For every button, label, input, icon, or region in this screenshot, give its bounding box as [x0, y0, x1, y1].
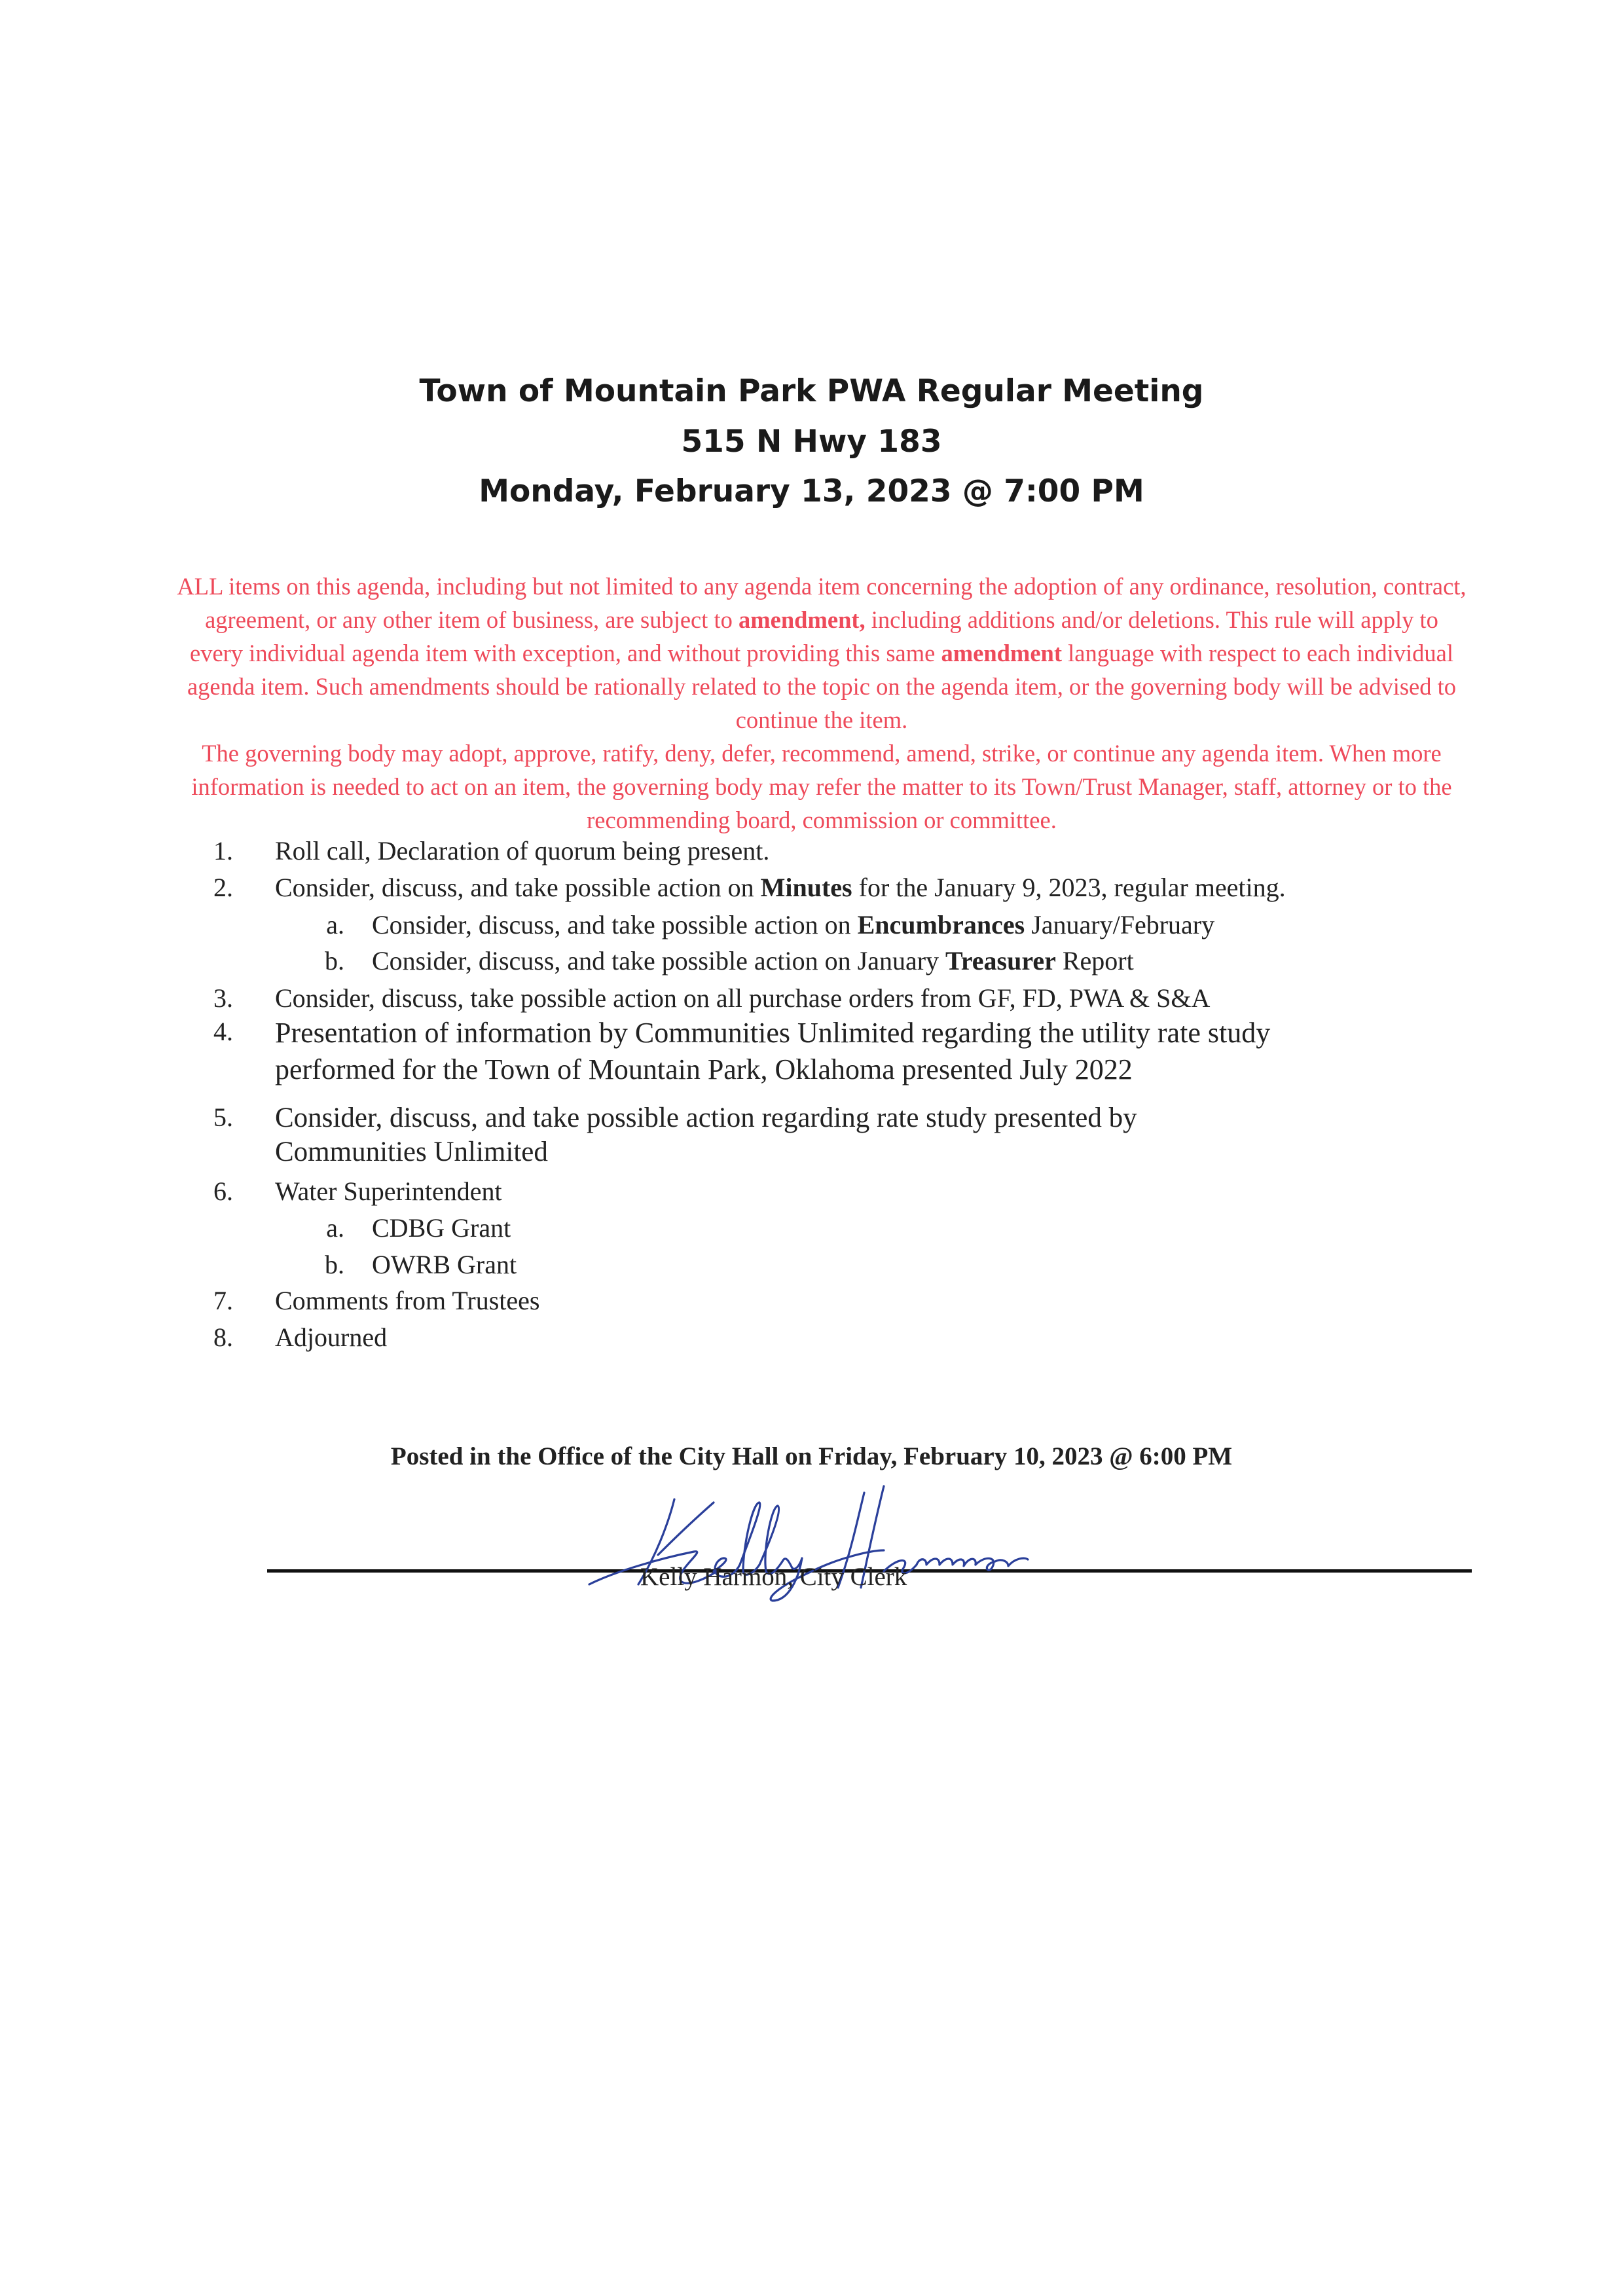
- meeting-datetime: Monday, February 13, 2023 @ 7:00 PM: [479, 473, 1144, 509]
- clerk-signature-label: Kelly Harmon, City Clerk: [640, 1563, 907, 1591]
- posting-statement: Posted in the Office of the City Hall on Friday, February 10, 2023 @ 6:00 PM: [390, 1442, 1233, 1470]
- notice-paragraph-1: ALL items on this agenda, including but not limited to any agenda item concerning the adoption of any ordinance, resolution, contract, agreement, or any other item of business, are subject to amendment, including additions and/or deletions. This rule will apply to every individual agenda item with exception, and without providing this same amendment language with respect to each individual agenda item. Such amendments should be rationally related to the topic on the agenda item, or the governing body will be advised to continue the item.: [177, 573, 1467, 733]
- meeting-title: Town of Mountain Park PWA Regular Meeting: [419, 373, 1204, 409]
- notice-paragraph-2: The governing body may adopt, approve, ratify, deny, defer, recommend, amend, strike, or continue any agenda item. When more information is needed to act on an item, the governing body may refer the matter to its Town/Trust Manager, staff, attorney or to the recommending board, commission or committee.: [191, 740, 1452, 833]
- meeting-address: 515 N Hwy 183: [681, 424, 942, 460]
- agenda-list: 1. Roll call, Declaration of quorum being present. 2. Consider, discuss, and take possible action on Minutes for the January 9, 2023, regular meeting. a. Consider, discuss, and take possible action on Encumbrances January/February b. Consider, discuss, and take possible action on January Treasurer Report 3. Consider, discuss, take possible action on all purchase orders from GF, FD, PWA & S&A 4. Presentation of information by Communities Unlimited regarding the utility rate study performed for the Town of Mountain Park, Oklahoma presented July 2022 5. Consider, discuss, and take possible action regarding rate study presented by Communities Unlimited 6. Water Superintendent a. CDBG Grant b. OWRB Grant 7. Comments from Trustees 8. Adjourned: [213, 836, 1286, 1352]
